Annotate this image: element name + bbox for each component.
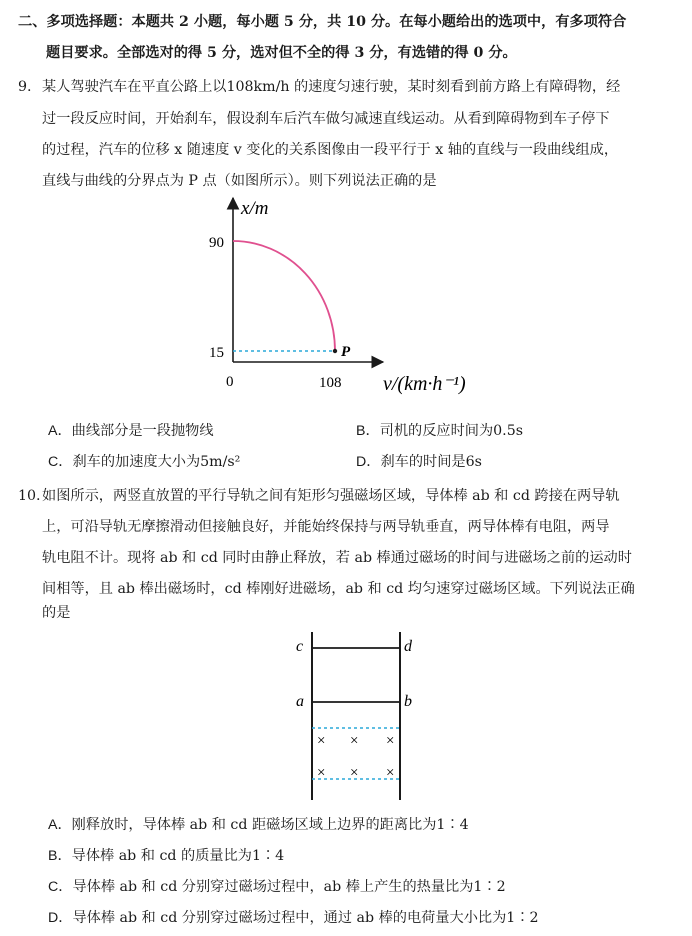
q10-line-2: 上，可沿导轨无摩擦滑动但接触良好，并能始终保持与两导轨垂直，两导体棒有电阻，两导 [42, 519, 610, 535]
q10-line-5: 的是 [42, 605, 71, 621]
section-header-line-2: 题目要求。全部选对的得 5 分，选对但不全的得 3 分，有选错的得 0 分。 [46, 45, 517, 61]
q9-option-b-label: B． [356, 423, 380, 439]
q9-option-b-text: 司机的反应时间为0.5s [379, 423, 524, 439]
q10-field-mark: × [386, 765, 395, 781]
section-header-line-1: 二、多项选择题：本题共 2 小题，每小题 5 分，共 10 分。在每小题给出的选项中，有多项符合 [18, 14, 627, 30]
q10-field-mark: × [350, 733, 359, 749]
q10-label-d: d [404, 638, 412, 655]
q10-field-mark: × [350, 765, 359, 781]
q9-option-d-label: D． [356, 454, 381, 470]
q10-option-b [48, 846, 284, 866]
q10-option-c [48, 877, 506, 897]
q10-option-b-text: 导体棒 ab 和 cd 的质量比为1∶4 [71, 848, 285, 864]
q9-y-axis-label: x/m [241, 198, 269, 219]
q9-tick-15: 15 [209, 345, 224, 361]
q10-field-mark: × [317, 733, 326, 749]
q10-figure [290, 628, 430, 803]
q9-point-p [333, 349, 337, 353]
q9-point-label: P [341, 344, 351, 360]
q9-line-4: 直线与曲线的分界点为 P 点（如图所示）。则下列说法正确的是 [42, 173, 437, 189]
q9-option-a-label: A． [48, 423, 72, 439]
q9-option-a [48, 421, 214, 441]
q9-curve [233, 241, 335, 351]
q9-origin-label: 0 [226, 374, 234, 390]
q9-x-axis-label: v/(km·h⁻¹) [383, 373, 466, 395]
q9-line-2: 过一段反应时间，开始刹车，假设刹车后汽车做匀减速直线运动。从看到障碍物到车子停下 [42, 111, 610, 127]
q10-label-a: a [296, 693, 304, 710]
q10-line-4: 间相等，且 ab 棒出磁场时，cd 棒刚好进磁场，ab 和 cd 均匀速穿过磁场区域。下列说法正确 [42, 581, 635, 597]
q9-line-3: 的过程，汽车的位移 x 随速度 v 变化的关系图像由一段平行于 x 轴的直线与一段曲线组成， [42, 142, 619, 158]
q10-option-c-text: 导体棒 ab 和 cd 分别穿过磁场过程中，ab 棒上产生的热量比为1∶2 [72, 879, 506, 895]
q10-option-d-text: 导体棒 ab 和 cd 分别穿过磁场过程中，通过 ab 棒的电荷量大小比为1∶2 [72, 910, 539, 926]
q10-option-c-label: C． [48, 879, 73, 895]
q9-tick-108: 108 [319, 375, 342, 391]
q10-option-a-text: 刚释放时，导体棒 ab 和 cd 距磁场区域上边界的距离比为1∶4 [71, 817, 469, 833]
q10-label-b: b [404, 693, 412, 710]
q10-field-mark: × [386, 733, 395, 749]
q9-line-1: 某人驾驶汽车在平直公路上以108km/h 的速度匀速行驶，某时刻看到前方路上有障碍物，经 [42, 79, 621, 95]
q9-option-d-text: 刹车的时间是6s [380, 454, 482, 470]
q9-option-d [356, 452, 482, 472]
q9-graph [195, 190, 515, 415]
q9-option-c [48, 452, 240, 472]
q10-option-b-label: B． [48, 848, 72, 864]
q10-label-c: c [296, 638, 304, 655]
q9-tick-90: 90 [209, 235, 224, 251]
q9-number: 9. [18, 79, 32, 95]
q10-option-a [48, 815, 469, 835]
q10-number: 10. [18, 488, 41, 504]
q10-option-d [48, 908, 539, 928]
q9-option-a-text: 曲线部分是一段抛物线 [71, 423, 214, 439]
q10-field-mark: × [317, 765, 326, 781]
q9-option-c-text: 刹车的加速度大小为5m/s² [72, 454, 241, 470]
q10-line-3: 轨电阻不计。现将 ab 和 cd 同时由静止释放，若 ab 棒通过磁场的时间与进磁场之前的运动时 [42, 550, 632, 566]
q9-option-b [356, 421, 523, 441]
q9-option-c-label: C． [48, 454, 73, 470]
q10-option-d-label: D． [48, 910, 73, 926]
q10-option-a-label: A． [48, 817, 72, 833]
q10-line-1: 如图所示，两竖直放置的平行导轨之间有矩形匀强磁场区域，导体棒 ab 和 cd 跨接在两导轨 [42, 488, 620, 504]
